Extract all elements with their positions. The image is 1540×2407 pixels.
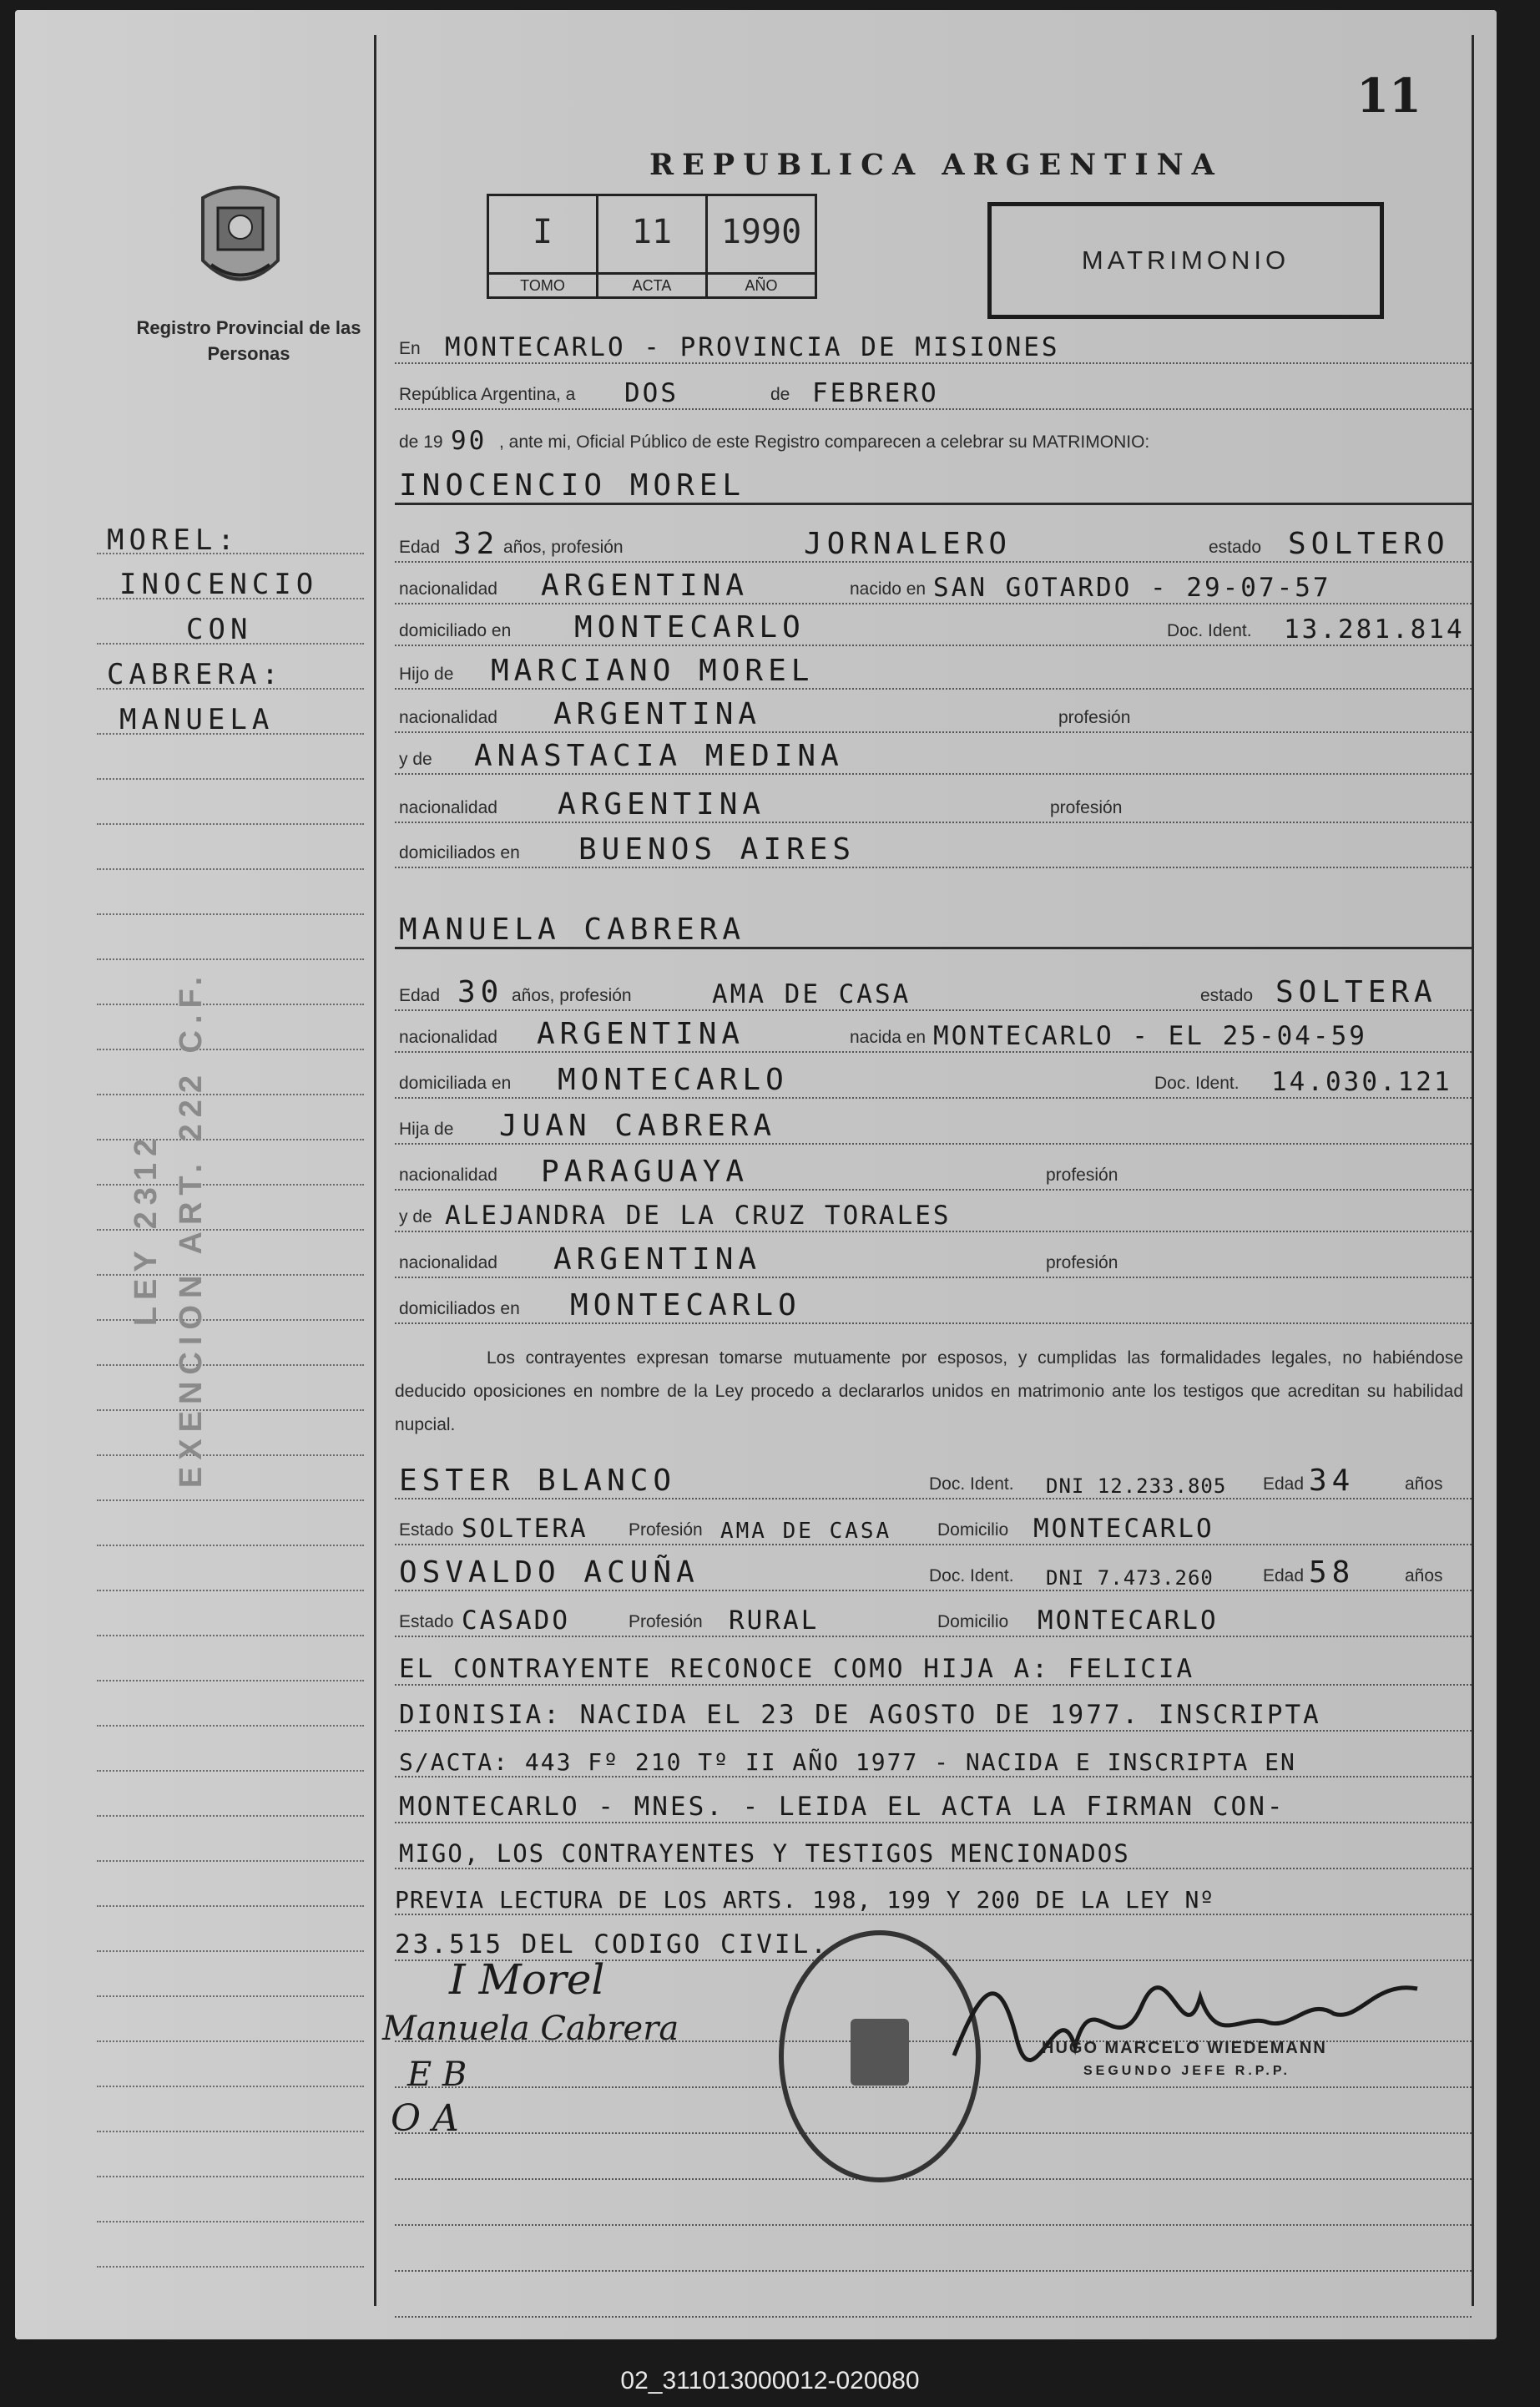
- witness2-age: 58: [1309, 1555, 1356, 1590]
- official-title: SEGUNDO JEFE R.P.P.: [1083, 2064, 1290, 2078]
- coat-of-arms-icon: [194, 181, 286, 294]
- profesion-label: profesión: [1046, 1253, 1118, 1272]
- profesion-label: profesión: [1058, 708, 1131, 727]
- margin-ruled-line: [97, 2176, 364, 2177]
- groom-birth: SAN GOTARDO - 29-07-57: [933, 573, 1331, 603]
- nacionalidad-label: nacionalidad: [399, 798, 497, 817]
- bride-mother: ALEJANDRA DE LA CRUZ TORALES: [445, 1201, 952, 1231]
- country-title: REPUBLICA ARGENTINA: [649, 148, 1223, 182]
- margin-name-1: MOREL:: [107, 523, 240, 557]
- bride-name-row: [395, 912, 1472, 949]
- bride-parents-address: MONTECARLO: [570, 1288, 801, 1322]
- signature-bride: Manuela Cabrera: [382, 2010, 679, 2048]
- note-row: [395, 1787, 1472, 1823]
- bride-name: MANUELA CABRERA: [399, 913, 746, 947]
- witness2-doc: DNI 7.473.260: [1046, 1566, 1214, 1590]
- edad-label: Edad: [1263, 1566, 1305, 1585]
- edad-label: Edad: [399, 986, 441, 1005]
- place-value: MONTECARLO - PROVINCIA DE MISIONES: [445, 332, 1060, 362]
- record-number-box: [487, 194, 817, 299]
- note-row: [395, 1649, 1472, 1686]
- anos-label: años: [1405, 1566, 1443, 1585]
- declaration-paragraph: Los contrayentes expresan tomarse mutuamente por esposos, y cumplidas las formalidades legales, no habiéndose deducido oposiciones en nombre de la Ley procedo a declararlos unidos en matrimonio ante los testigos que acreditan su habilidad nupcial.: [395, 1348, 1463, 1434]
- nacionalidad-label: nacionalidad: [399, 1028, 497, 1047]
- day-value: DOS: [624, 378, 679, 408]
- margin-name-2: INOCENCIO: [119, 568, 319, 601]
- bride-parents-address-row: [395, 1287, 1472, 1324]
- bride-age-row: [395, 974, 1472, 1011]
- bride-address: MONTECARLO: [558, 1063, 789, 1097]
- note-row: [395, 1879, 1472, 1915]
- estado-label: estado: [1209, 538, 1262, 557]
- profesion-label: Profesión: [629, 1612, 703, 1631]
- date-row: [395, 373, 1472, 410]
- note-row: [395, 1833, 1472, 1869]
- tomo-value: I: [532, 213, 553, 251]
- witness1-detail-row: [395, 1509, 1472, 1545]
- margin-ruled-line: [97, 913, 364, 915]
- signature-groom: I Morel: [449, 1955, 605, 2004]
- note-row: [395, 1741, 1472, 1777]
- note-line-3: S/ACTA: 443 Fº 210 Tº II AÑO 1977 - NACIDA E INSCRIPTA EN: [399, 1748, 1296, 1776]
- margin-rule: [374, 35, 376, 2306]
- place-row: [395, 327, 1472, 364]
- file-id-caption: 02_311013000012-020080: [620, 2367, 920, 2394]
- witness1-status: SOLTERA: [462, 1514, 588, 1544]
- republica-label: República Argentina, a: [399, 385, 576, 404]
- bride-status: SOLTERA: [1275, 975, 1437, 1009]
- domicilio-label: domiciliado en: [399, 621, 512, 640]
- profesion-label: profesión: [1046, 1166, 1118, 1185]
- signature-witness-2: O A: [391, 2097, 459, 2140]
- groom-father-row: [395, 653, 1472, 690]
- exemption-stamp: [124, 962, 214, 1496]
- right-rule: [1472, 35, 1474, 2306]
- nacido-label: nacido en: [850, 579, 927, 599]
- note-row: [395, 1695, 1472, 1732]
- groom-parents-address: BUENOS AIRES: [578, 832, 856, 867]
- margin-ruled-line: [97, 1905, 364, 1907]
- domicilio-label: Domicilio: [937, 1520, 1009, 1540]
- witness1-address: MONTECARLO: [1033, 1514, 1214, 1544]
- ano-label: AÑO: [708, 272, 815, 296]
- ano-value: 1990: [720, 213, 802, 251]
- bride-mother-nationality: ARGENTINA: [553, 1242, 762, 1277]
- witness1-name-row: [395, 1463, 1472, 1499]
- bride-birth: MONTECARLO - EL 25-04-59: [933, 1021, 1367, 1051]
- nacionalidad-label: nacionalidad: [399, 1253, 497, 1272]
- estado-label: estado: [1200, 986, 1254, 1005]
- profesion-label: años, profesión: [503, 538, 624, 557]
- doc-label: Doc. Ident.: [1154, 1074, 1240, 1093]
- registry-name: Registro Provincial de las Personas: [136, 317, 361, 364]
- margin-ruled-line: [97, 1635, 364, 1636]
- groom-father: MARCIANO MOREL: [491, 654, 815, 688]
- margin-ruled-line: [97, 1860, 364, 1862]
- bride-father-nat-row: [395, 1154, 1472, 1191]
- margin-ruled-line: [97, 1995, 364, 1997]
- estado-label: Estado: [399, 1520, 454, 1540]
- blank-ruled-line: [395, 2281, 1472, 2318]
- margin-ruled-line: [97, 1590, 364, 1591]
- acta-value: 11: [631, 213, 673, 251]
- bride-address-row: [395, 1062, 1472, 1099]
- margin-ruled-line: [97, 778, 364, 780]
- note-line-4: MONTECARLO - MNES. - LEIDA EL ACTA LA FIRMAN CON-: [399, 1792, 1285, 1822]
- statement-text: , ante mi, Oficial Público de este Registro comparecen a celebrar su MATRIMONIO:: [499, 432, 1150, 452]
- witness1-age: 34: [1309, 1464, 1356, 1498]
- groom-status: SOLTERO: [1288, 527, 1450, 561]
- stamp-line-1: LEY 2312: [129, 1131, 164, 1327]
- nacida-label: nacida en: [850, 1028, 927, 1047]
- groom-father-nat-row: [395, 696, 1472, 733]
- note-line-7: 23.515 DEL CODIGO CIVIL.: [395, 1929, 829, 1959]
- witness2-name-row: [395, 1555, 1472, 1591]
- groom-mother-nationality: ARGENTINA: [558, 787, 766, 822]
- anos-label: años: [1405, 1474, 1443, 1494]
- margin-ruled-line: [97, 1950, 364, 1952]
- margin-ruled-line: [97, 2040, 364, 2042]
- margin-ruled-line: [97, 1815, 364, 1817]
- margin-ruled-line: [97, 2221, 364, 2222]
- tomo-cell: [489, 196, 598, 296]
- domicilio-label: Domicilio: [937, 1612, 1009, 1631]
- bride-mother-nat-row: [395, 1241, 1472, 1278]
- margin-ruled-line: [97, 1499, 364, 1501]
- margin-ruled-line: [97, 1545, 364, 1546]
- nacionalidad-label: nacionalidad: [399, 579, 497, 599]
- groom-doc: 13.281.814: [1284, 614, 1465, 645]
- hija-label: Hija de: [399, 1120, 454, 1139]
- note-line-5: MIGO, LOS CONTRAYENTES Y TESTIGOS MENCIONADOS: [399, 1839, 1130, 1868]
- hijo-label: Hijo de: [399, 665, 454, 684]
- ano-cell: [708, 196, 815, 296]
- en-label: En: [399, 339, 421, 358]
- stamp-line-2: EXENCION ART. 222 C.F.: [174, 969, 209, 1489]
- margin-name-4: CABRERA:: [107, 658, 284, 691]
- groom-parents-address-row: [395, 832, 1472, 868]
- year-suffix: 90: [451, 426, 487, 456]
- margin-ruled-line: [97, 1680, 364, 1681]
- groom-father-nationality: ARGENTINA: [553, 697, 762, 731]
- official-name: HUGO MARCELO WIEDEMANN: [1042, 2039, 1327, 2057]
- acta-cell: [598, 196, 708, 296]
- witness2-detail-row: [395, 1600, 1472, 1637]
- margin-ruled-line: [97, 958, 364, 960]
- groom-mother: ANASTACIA MEDINA: [474, 739, 844, 773]
- edad-label: Edad: [1263, 1474, 1305, 1494]
- witness2-name: OSVALDO ACUÑA: [399, 1555, 699, 1590]
- doc-label: Doc. Ident.: [1167, 621, 1252, 640]
- doc-label: Doc. Ident.: [929, 1566, 1014, 1585]
- groom-age: 32: [453, 527, 500, 561]
- groom-nat-row: [395, 568, 1472, 604]
- nacionalidad-label: nacionalidad: [399, 1166, 497, 1185]
- groom-profession: JORNALERO: [804, 527, 1012, 561]
- margin-ruled-line: [97, 1725, 364, 1727]
- groom-name-row: [395, 468, 1472, 505]
- margin-name-5: MANUELA: [119, 703, 275, 736]
- note-line-1: EL CONTRAYENTE RECONOCE COMO HIJA A: FELICIA: [399, 1654, 1195, 1684]
- tomo-label: TOMO: [489, 272, 596, 296]
- de-label: de: [770, 385, 790, 404]
- witness1-name: ESTER BLANCO: [399, 1464, 677, 1498]
- witness2-profession: RURAL: [729, 1606, 820, 1636]
- domicilio-label: domiciliada en: [399, 1074, 512, 1093]
- witness1-doc: DNI 12.233.805: [1046, 1474, 1227, 1498]
- groom-address: MONTECARLO: [574, 610, 805, 645]
- yde-label: y de: [399, 1207, 432, 1226]
- groom-age-row: [395, 526, 1472, 563]
- signature-witness-1: E B: [407, 2056, 467, 2094]
- margin-ruled-line: [97, 868, 364, 870]
- record-type-box: MATRIMONIO: [987, 202, 1384, 319]
- bride-nat-row: [395, 1016, 1472, 1053]
- margin-name-3: CON: [186, 613, 253, 646]
- year-prefix: de 19: [399, 432, 443, 452]
- groom-address-row: [395, 609, 1472, 646]
- domiciliados-label: domiciliados en: [399, 1299, 520, 1318]
- witness2-address: MONTECARLO: [1038, 1606, 1219, 1636]
- blank-ruled-line: [395, 2235, 1472, 2272]
- groom-nationality: ARGENTINA: [541, 569, 750, 603]
- profesion-label: Profesión: [629, 1520, 703, 1540]
- page-number: 11: [1356, 68, 1421, 124]
- margin-ruled-line: [97, 2086, 364, 2087]
- groom-mother-nat-row: [395, 786, 1472, 823]
- estado-label: Estado: [399, 1612, 454, 1631]
- note-line-6: PREVIA LECTURA DE LOS ARTS. 198, 199 Y 200 DE LA LEY Nº: [395, 1886, 1215, 1914]
- groom-name: INOCENCIO MOREL: [399, 468, 746, 503]
- nacionalidad-label: nacionalidad: [399, 708, 497, 727]
- acta-label: ACTA: [598, 272, 705, 296]
- bride-age: 30: [457, 975, 504, 1009]
- margin-ruled-line: [97, 2266, 364, 2268]
- bride-nationality: ARGENTINA: [537, 1017, 745, 1051]
- profesion-label: años, profesión: [512, 986, 632, 1005]
- document-page: [15, 10, 1497, 2339]
- margin-ruled-line: [97, 823, 364, 825]
- bride-profession: AMA DE CASA: [712, 979, 911, 1009]
- yde-label: y de: [399, 750, 432, 769]
- groom-mother-row: [395, 738, 1472, 775]
- statement-row: [395, 421, 1472, 456]
- margin-ruled-line: [97, 1770, 364, 1772]
- edad-label: Edad: [399, 538, 441, 557]
- month-value: FEBRERO: [812, 378, 939, 408]
- margin-ruled-line: [97, 2131, 364, 2132]
- note-line-2: DIONISIA: NACIDA EL 23 DE AGOSTO DE 1977. INSCRIPTA: [399, 1700, 1321, 1730]
- doc-label: Doc. Ident.: [929, 1474, 1014, 1494]
- bride-father-nationality: PARAGUAYA: [541, 1155, 750, 1189]
- blank-ruled-line: [395, 2189, 1472, 2226]
- profesion-label: profesión: [1050, 798, 1123, 817]
- bride-father-row: [395, 1108, 1472, 1145]
- bride-mother-row: [395, 1196, 1472, 1232]
- witness2-status: CASADO: [462, 1606, 570, 1636]
- bride-doc: 14.030.121: [1271, 1067, 1452, 1097]
- bride-father: JUAN CABRERA: [499, 1109, 777, 1143]
- domiciliados-label: domiciliados en: [399, 843, 520, 862]
- witness1-profession: AMA DE CASA: [720, 1519, 892, 1544]
